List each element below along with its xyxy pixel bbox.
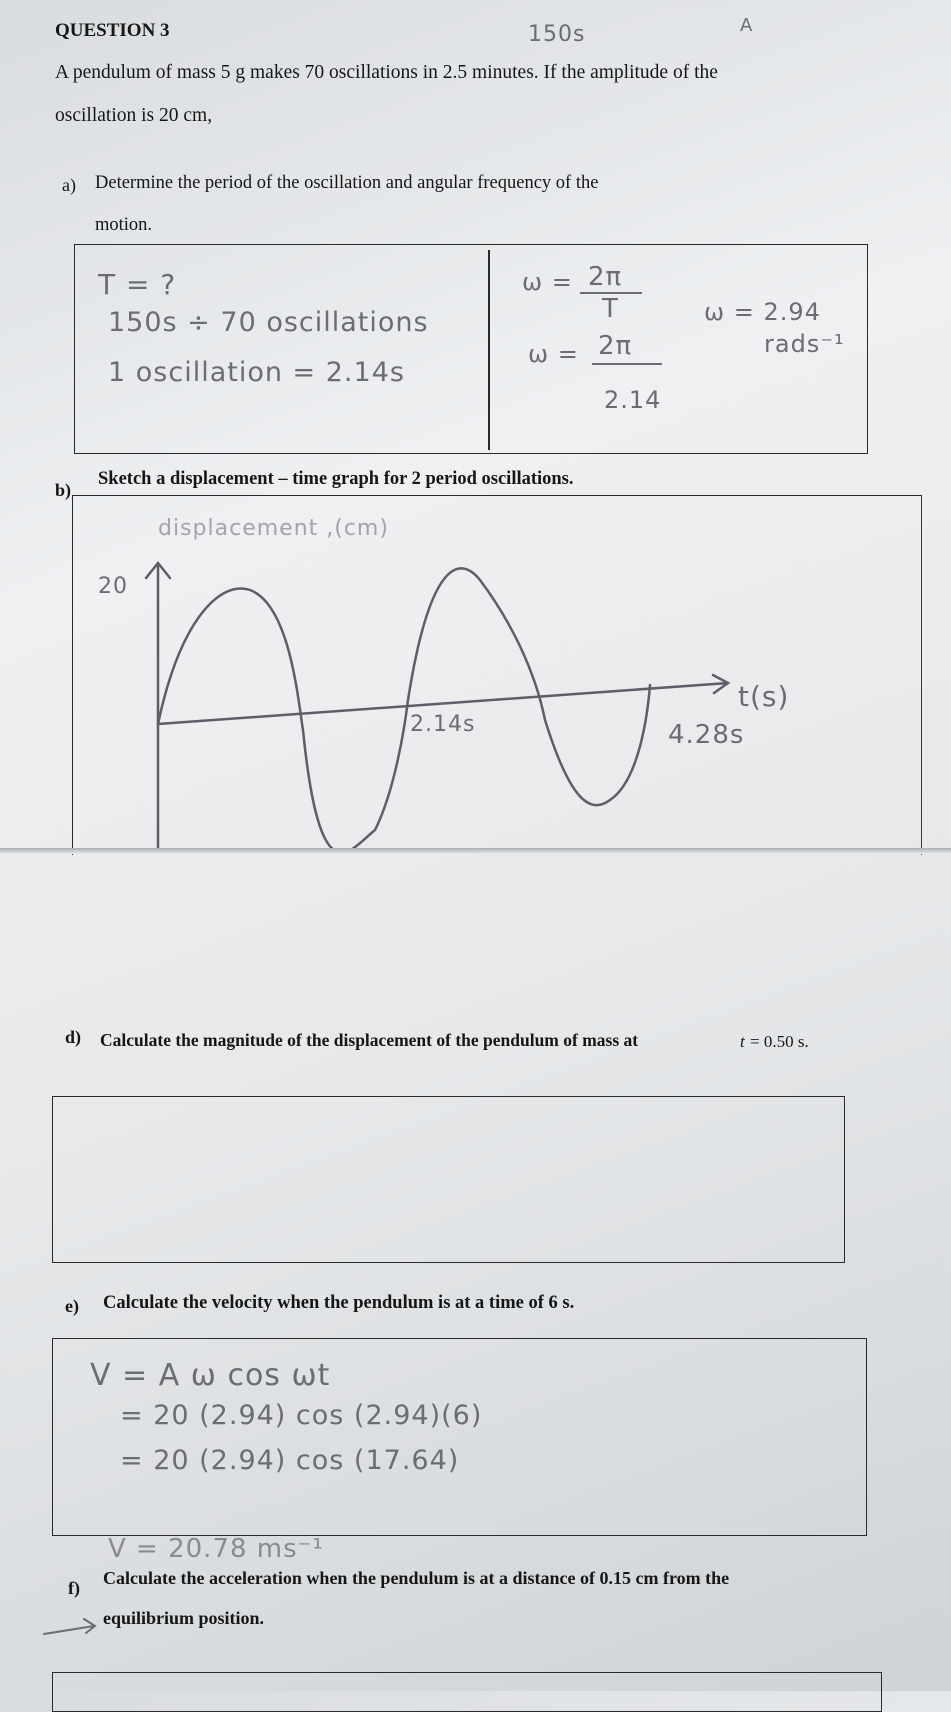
graph-y-tick: 20: [98, 574, 128, 599]
question-intro-line1: A pendulum of mass 5 g makes 70 oscillations in 2.5 minutes. If the amplitude of the: [55, 62, 718, 83]
part-a-work-line1: T = ?: [98, 268, 177, 301]
omega-eq1: ω =: [522, 268, 573, 296]
part-b-label: b): [55, 480, 72, 500]
fraction1-top: 2π: [588, 262, 623, 292]
part-d-label: d): [65, 1027, 82, 1047]
question-intro-line2: oscillation is 20 cm,: [55, 105, 213, 126]
margin-note: 150s: [528, 22, 586, 47]
part-d-text-end: = 0.50 s.: [750, 1032, 809, 1051]
fraction2-bottom: 2.14: [604, 386, 662, 414]
graph-mark2: 4.28s: [668, 720, 745, 750]
graph-y-axis-label: displacement ,(cm): [158, 516, 389, 541]
part-e-label: e): [65, 1296, 79, 1316]
part-a-text-line2: motion.: [95, 215, 153, 235]
omega-unit: rads⁻¹: [764, 330, 845, 358]
fraction1-bottom: T: [602, 294, 619, 324]
part-e-text: Calculate the velocity when the pendulum is at a time of 6 s.: [103, 1293, 575, 1313]
corner-mark: A: [740, 15, 754, 36]
part-e-answer: V = 20.78 ms⁻¹: [108, 1534, 324, 1564]
omega-eq2: ω =: [528, 340, 579, 368]
part-b-text: Sketch a displacement – time graph for 2 period oscillations.: [98, 469, 574, 489]
graph-mark1: 2.14s: [410, 712, 476, 737]
question-heading: QUESTION 3: [55, 20, 170, 41]
part-a-work-line3: 1 oscillation = 2.14s: [108, 357, 405, 388]
part-f-text-line1: Calculate the acceleration when the pendulum is at a distance of 0.15 cm from the: [103, 1568, 730, 1588]
part-f-answer-box[interactable]: [52, 1672, 882, 1712]
fraction2-top: 2π: [598, 331, 633, 361]
part-e-work-line1: V = A ω cos ωt: [90, 1358, 331, 1393]
part-f-text-line2: equilibrium position.: [103, 1608, 265, 1628]
part-e-work-line2: = 20 (2.94) cos (2.94)(6): [120, 1400, 483, 1431]
part-a-text-line1: Determine the period of the oscillation and angular frequency of the: [95, 173, 599, 193]
part-f-label: f): [68, 1578, 80, 1598]
part-e-work-line3: = 20 (2.94) cos (17.64): [120, 1445, 460, 1476]
graph-x-axis-label: t(s): [738, 680, 790, 713]
part-a-work-line2: 150s ÷ 70 oscillations: [108, 307, 429, 338]
omega-result: ω = 2.94: [704, 298, 821, 326]
part-d-text: Calculate the magnitude of the displacement of the pendulum of mass at: [100, 1030, 639, 1050]
part-d-var: t: [740, 1032, 745, 1051]
part-a-label: a): [62, 175, 76, 195]
